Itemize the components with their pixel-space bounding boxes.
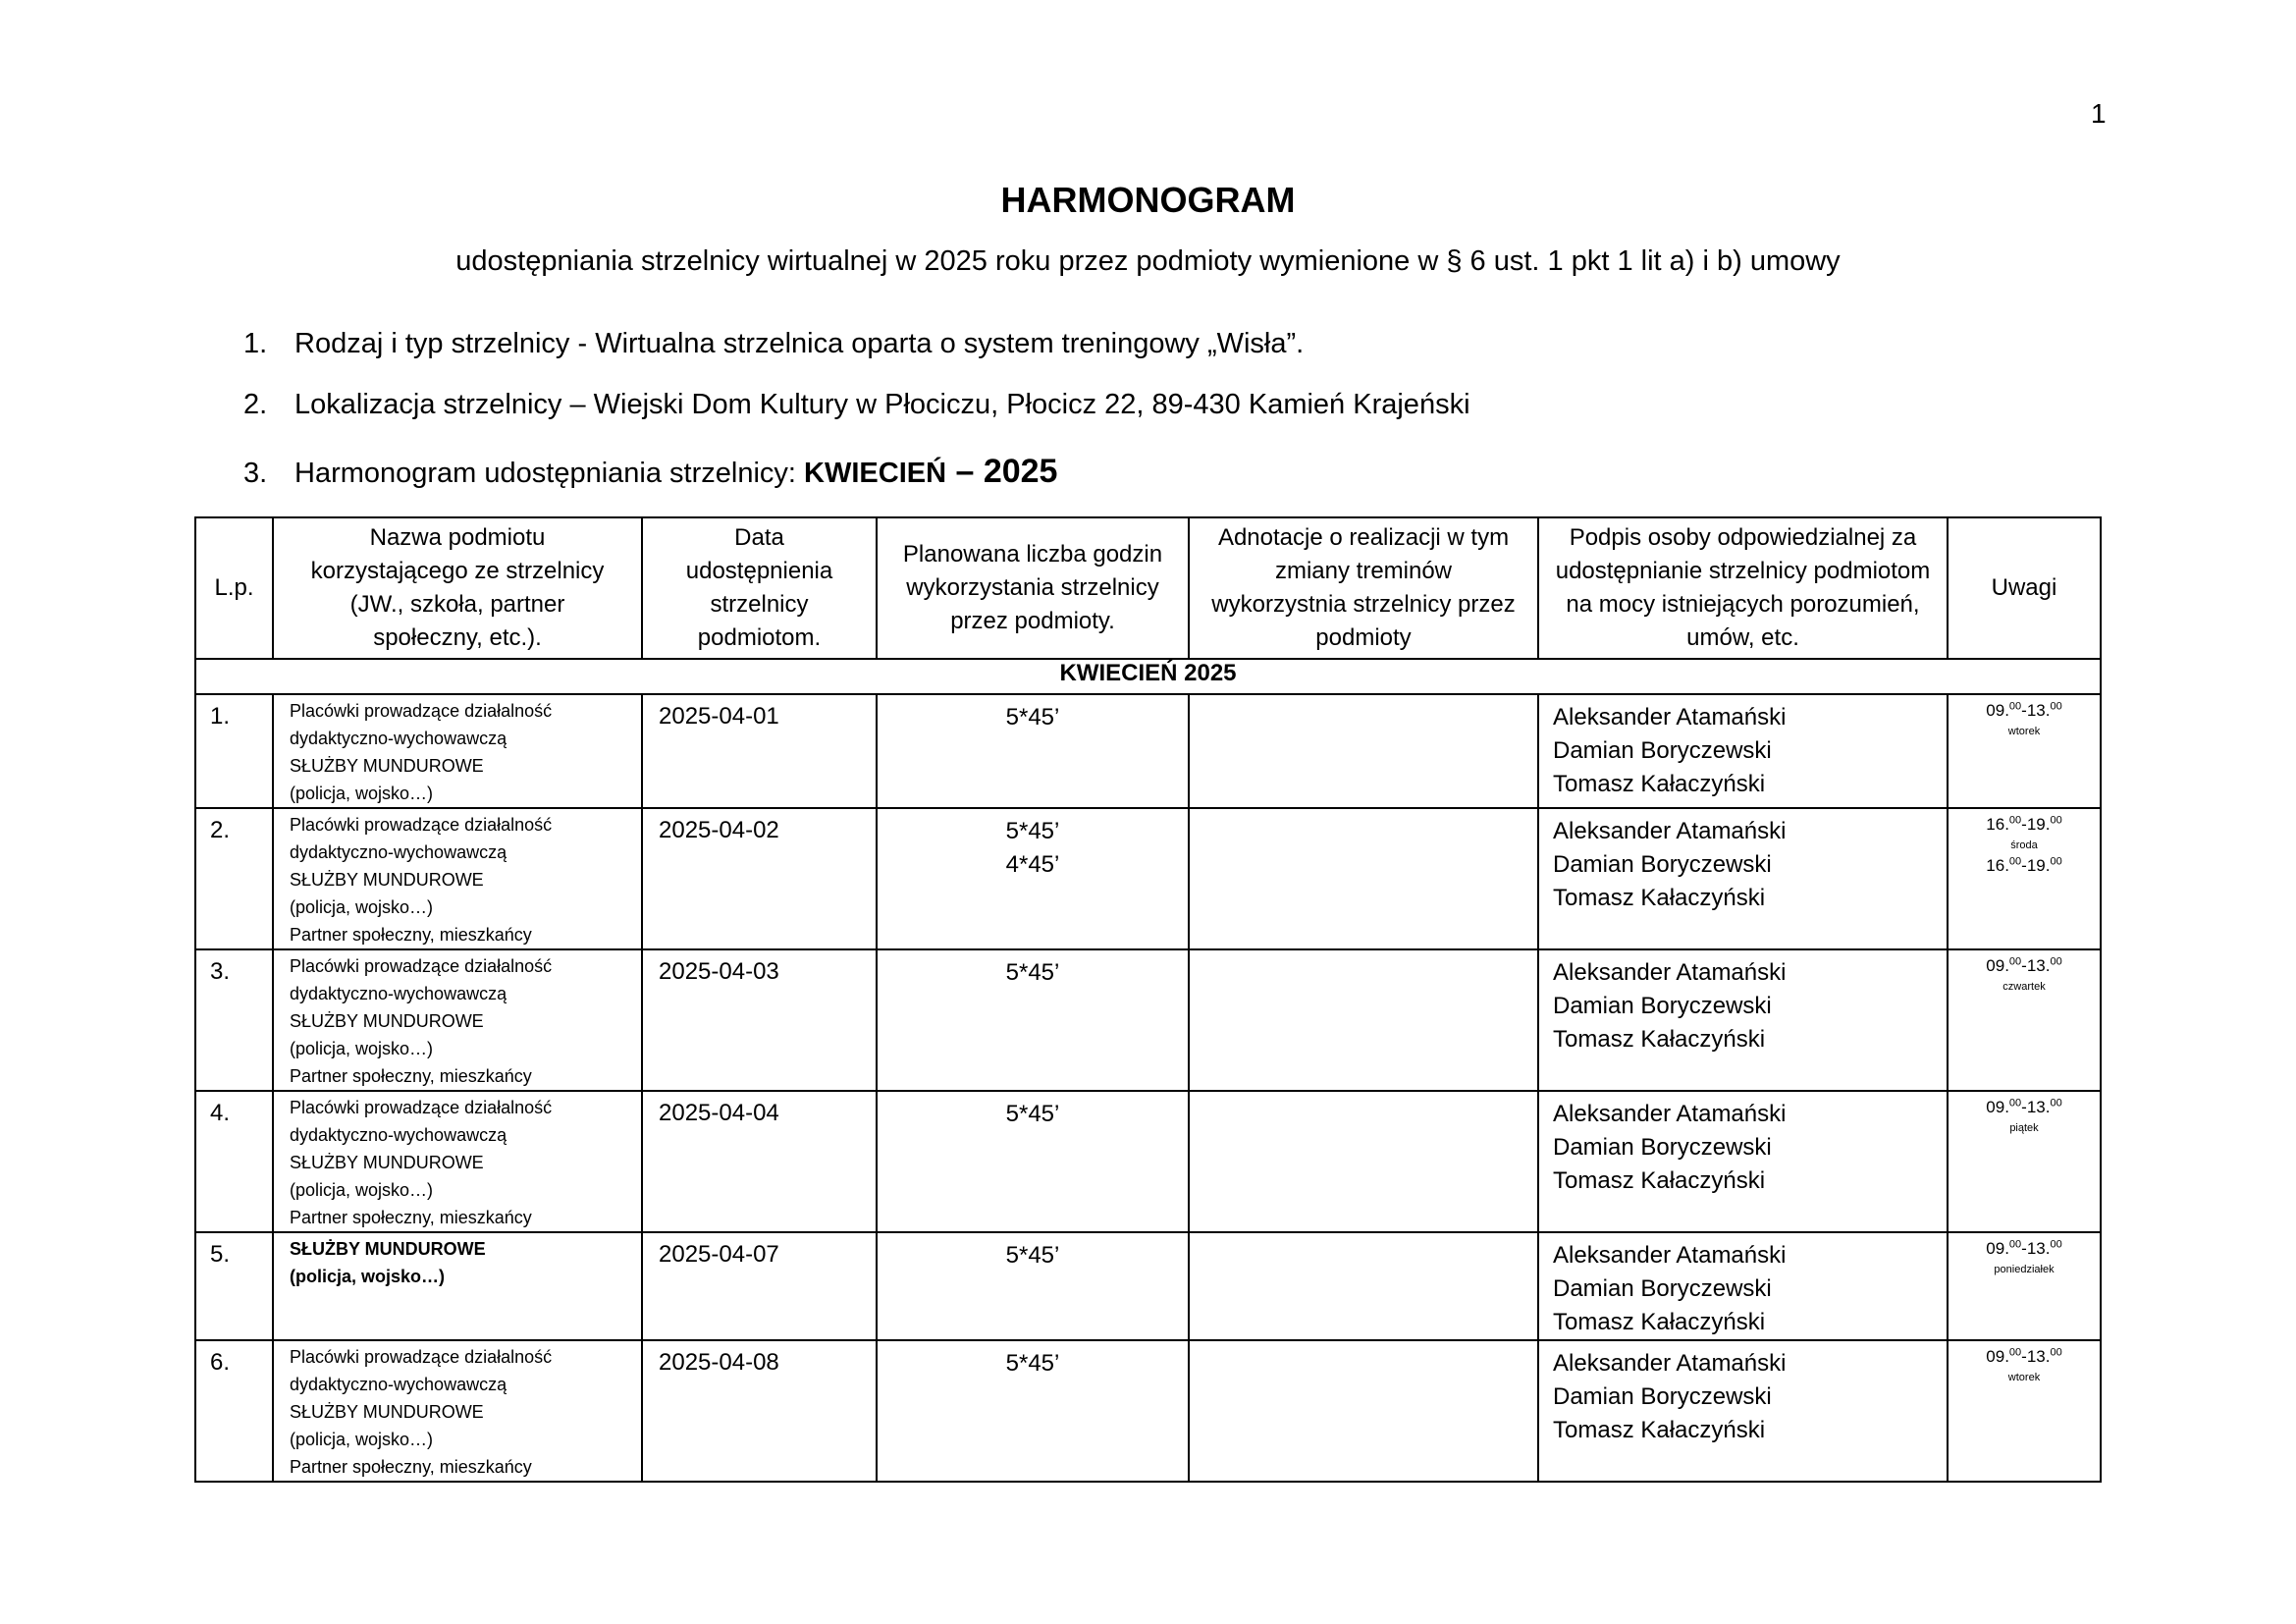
entity-line: (policja, wojsko…) [290,1430,434,1449]
person-name: Damian Boryczewski [1553,737,1772,764]
cell-hours [877,808,1189,949]
time-start: 09. [1986,1347,2009,1366]
cell-hours [877,1091,1189,1232]
header-entity: Nazwa podmiotu korzystającego ze strzelnicy (JW., szkoła, partner społeczny, etc.). [273,517,642,659]
cell-remarks [1948,1232,2101,1340]
page-number: 1 [2091,98,2107,129]
header-notes: Adnotacje o realizacji w tym zmiany treminów wykorzystnia strzelnicy przez podmioty [1189,517,1538,659]
cell-notes [1189,1232,1538,1340]
cell-notes [1189,949,1538,1091]
person-name: Damian Boryczewski [1553,993,1772,1019]
list-item-type [243,328,1304,360]
cell-entity [273,949,642,1091]
cell-signature [1538,1232,1948,1340]
entity-line: dydaktyczno-wychowawczą [290,729,507,748]
list-item-location [243,389,1470,421]
entity-line: SŁUŻBY MUNDUROWE [290,870,484,890]
hours-value: 4*45’ [1005,851,1060,878]
cell-notes [1189,1340,1538,1482]
cell-date: 2025-04-07 [642,1232,877,1340]
cell-date: 2025-04-08 [642,1340,877,1482]
remarks-time [1949,954,2100,978]
cell-notes [1189,1091,1538,1232]
person-name: Aleksander Atamański [1553,1350,1787,1377]
time-start-minutes: 00 [2008,700,2022,713]
schedule-year: – 2025 [946,453,1058,490]
time-end: -19. [2021,856,2051,875]
remarks-day: piątek [2009,1122,2039,1134]
person-name: Damian Boryczewski [1553,851,1772,878]
cell-lp: 5. [195,1232,273,1340]
header-hours: Planowana liczba godzin wykorzystania strzelnicy przez podmioty. [877,517,1189,659]
cell-lp: 1. [195,694,273,808]
cell-lp: 2. [195,808,273,949]
time-start: 16. [1986,815,2009,834]
month-row [195,659,2101,694]
table-row [195,949,2101,1091]
person-name: Tomasz Kałaczyński [1553,1026,1766,1053]
entity-line: SŁUŻBY MUNDUROWE [290,1011,484,1031]
entity-line: SŁUŻBY MUNDUROWE [290,1402,484,1422]
hours-value: 5*45’ [1005,1242,1060,1269]
time-start-minutes: 00 [2008,955,2022,968]
cell-remarks [1948,808,2101,949]
time-end-minutes: 00 [2050,855,2062,868]
document-subtitle: udostępniania strzelnicy wirtualnej w 2025 roku przez podmioty wymienione w § 6 ust. 1 pkt 1 lit a) i b) umowy [455,245,1841,277]
cell-notes [1189,694,1538,808]
list-item-number: 2. [243,389,268,420]
table-row [195,1340,2101,1482]
list-item-text: Lokalizacja strzelnicy – Wiejski Dom Kultury w Płociczu, Płocicz 22, 89-430 Kamień Krajeński [294,389,1470,420]
header-date: Data udostępnienia strzelnicy podmiotom. [642,517,877,659]
cell-entity [273,1091,642,1232]
hours-value: 5*45’ [1005,959,1060,986]
cell-entity [273,1232,642,1340]
entity-line: dydaktyczno-wychowawczą [290,1375,507,1394]
time-start-minutes: 00 [2008,1238,2022,1251]
person-name: Damian Boryczewski [1553,1275,1772,1302]
time-end: -13. [2021,1347,2051,1366]
remarks-time [1949,1345,2100,1369]
entity-line: (policja, wojsko…) [290,1267,446,1286]
person-name: Tomasz Kałaczyński [1553,1417,1766,1443]
person-name: Aleksander Atamański [1553,1242,1787,1269]
cell-date: 2025-04-02 [642,808,877,949]
cell-remarks [1948,1340,2101,1482]
entity-line: dydaktyczno-wychowawczą [290,984,507,1003]
remarks-day: wtorek [2007,726,2041,737]
person-name: Aleksander Atamański [1553,959,1787,986]
hours-value: 5*45’ [1005,1101,1060,1127]
cell-hours [877,949,1189,1091]
list-item-text: Rodzaj i typ strzelnicy - Wirtualna strzelnica oparta o system treningowy „Wisła”. [294,328,1305,359]
cell-entity [273,808,642,949]
person-name: Aleksander Atamański [1553,704,1787,731]
time-end-minutes: 00 [2050,814,2062,827]
time-end-minutes: 00 [2050,700,2062,713]
entity-line: SŁUŻBY MUNDUROWE [290,1153,484,1172]
remarks-day: wtorek [2007,1372,2041,1383]
schedule-table [194,516,2102,1483]
cell-signature [1538,1091,1948,1232]
entity-line: Partner społeczny, mieszkańcy [290,925,532,945]
time-end-minutes: 00 [2050,1097,2062,1110]
entity-line: Placówki prowadzące działalność [290,956,553,976]
cell-notes [1189,808,1538,949]
remarks-time [1949,1237,2100,1261]
cell-remarks [1948,949,2101,1091]
entity-line: (policja, wojsko…) [290,1180,434,1200]
cell-date: 2025-04-01 [642,694,877,808]
cell-date: 2025-04-03 [642,949,877,1091]
schedule-month: KWIECIEŃ [804,458,947,489]
time-end-minutes: 00 [2050,1346,2062,1359]
time-start: 09. [1986,956,2009,975]
time-start: 09. [1986,1239,2009,1258]
hours-value: 5*45’ [1005,704,1060,731]
month-label: KWIECIEŃ 2025 [195,659,2101,694]
time-end: -13. [2021,1239,2051,1258]
entity-line: SŁUŻBY MUNDUROWE [290,756,484,776]
hours-value: 5*45’ [1005,818,1060,844]
cell-signature [1538,694,1948,808]
remarks-day: poniedziałek [1994,1264,2055,1275]
time-end: -13. [2021,1098,2051,1116]
cell-remarks [1948,694,2101,808]
person-name: Tomasz Kałaczyński [1553,1309,1766,1335]
person-name: Tomasz Kałaczyński [1553,1167,1766,1194]
table-row [195,1091,2101,1232]
cell-entity [273,1340,642,1482]
list-item-number: 3. [243,458,268,489]
table-header-row [195,517,2101,659]
entity-line: Partner społeczny, mieszkańcy [290,1457,532,1477]
person-name: Tomasz Kałaczyński [1553,771,1766,797]
entity-line: (policja, wojsko…) [290,1039,434,1058]
time-end: -13. [2021,956,2051,975]
cell-hours [877,1340,1189,1482]
entity-line: SŁUŻBY MUNDUROWE [290,1239,486,1259]
person-name: Damian Boryczewski [1553,1134,1772,1161]
cell-lp: 3. [195,949,273,1091]
list-item-text: Harmonogram udostępniania strzelnicy: [294,458,805,489]
time-end-minutes: 00 [2050,955,2062,968]
person-name: Aleksander Atamański [1553,818,1787,844]
header-signature: Podpis osoby odpowiedzialnej za udostępnianie strzelnicy podmiotom na mocy istniejących porozumień, umów, etc. [1538,517,1948,659]
table-row [195,1232,2101,1340]
cell-remarks [1948,1091,2101,1232]
entity-line: (policja, wojsko…) [290,897,434,917]
time-end: -19. [2021,815,2051,834]
list-item-schedule [243,453,1057,491]
entity-line: Placówki prowadzące działalność [290,1098,553,1117]
cell-lp: 4. [195,1091,273,1232]
entity-line: dydaktyczno-wychowawczą [290,1125,507,1145]
document-title: HARMONOGRAM [1000,180,1296,220]
time-start-minutes: 00 [2008,1346,2022,1359]
time-start: 16. [1986,856,2009,875]
hours-value: 5*45’ [1005,1350,1060,1377]
cell-hours [877,1232,1189,1340]
remarks-time [1949,699,2100,723]
cell-lp: 6. [195,1340,273,1482]
list-item-number: 1. [243,328,268,359]
time-start: 09. [1986,1098,2009,1116]
entity-line: Placówki prowadzące działalność [290,1347,553,1367]
time-start-minutes: 00 [2008,855,2022,868]
cell-entity [273,694,642,808]
remarks-time [1949,813,2100,837]
remarks-time [1949,1096,2100,1119]
entity-line: Partner społeczny, mieszkańcy [290,1208,532,1227]
person-name: Tomasz Kałaczyński [1553,885,1766,911]
cell-signature [1538,1340,1948,1482]
remarks-day: środa [2010,839,2038,851]
header-remarks: Uwagi [1948,517,2101,659]
time-start: 09. [1986,701,2009,720]
cell-date: 2025-04-04 [642,1091,877,1232]
remarks-day: czwartek [2002,981,2046,993]
time-start-minutes: 00 [2008,1097,2022,1110]
time-start-minutes: 00 [2008,814,2022,827]
time-end: -13. [2021,701,2051,720]
cell-hours [877,694,1189,808]
entity-line: (policja, wojsko…) [290,784,434,803]
header-lp: L.p. [195,517,273,659]
entity-line: Partner społeczny, mieszkańcy [290,1066,532,1086]
table-row [195,808,2101,949]
entity-line: Placówki prowadzące działalność [290,701,553,721]
time-end-minutes: 00 [2050,1238,2062,1251]
entity-line: Placówki prowadzące działalność [290,815,553,835]
cell-signature [1538,949,1948,1091]
cell-signature [1538,808,1948,949]
person-name: Aleksander Atamański [1553,1101,1787,1127]
remarks-time [1949,854,2100,878]
entity-line: dydaktyczno-wychowawczą [290,842,507,862]
table-row [195,694,2101,808]
person-name: Damian Boryczewski [1553,1383,1772,1410]
